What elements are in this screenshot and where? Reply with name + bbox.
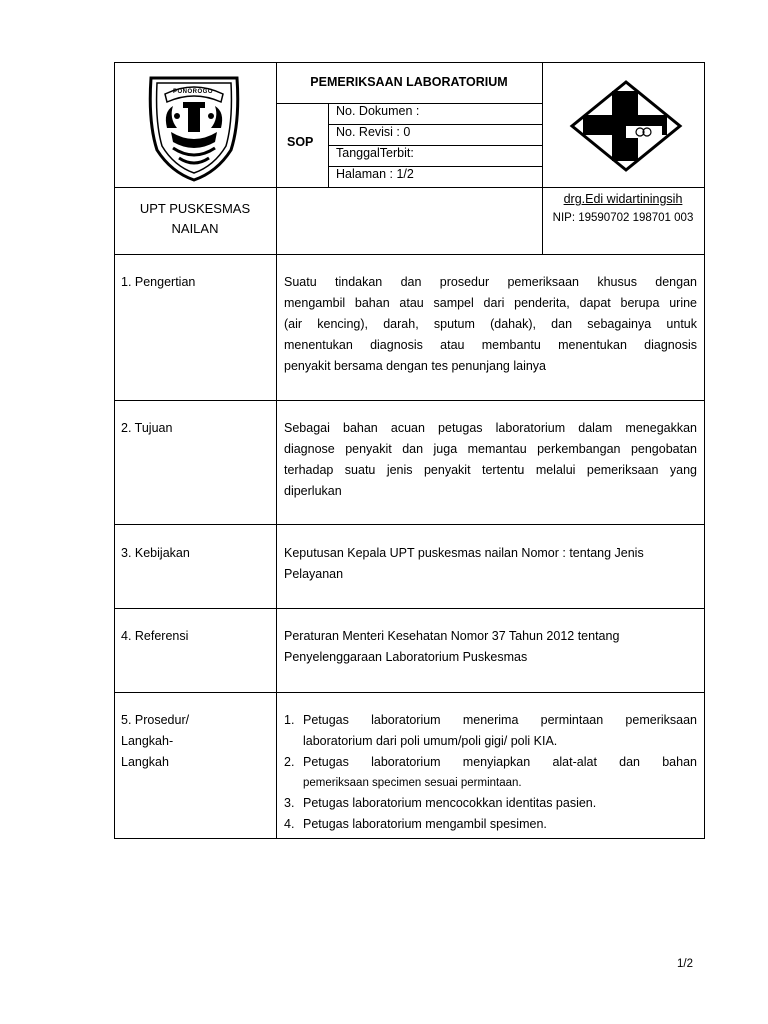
step-number: 4.	[284, 817, 295, 831]
step-number: 3.	[284, 796, 295, 810]
section-text-line: diagnose penyakit dan juga memantau perkembangan pengobatan	[284, 442, 697, 456]
section-text-line: diperlukan	[284, 484, 342, 498]
step-text-line: laboratorium dari poli umum/poli gigi/ poli KIA.	[303, 734, 558, 748]
org-name-line2: NAILAN	[171, 221, 219, 236]
field-document-number: No. Dokumen :	[336, 104, 420, 118]
org-name-line1: UPT PUSKESMAS	[139, 201, 251, 216]
section-label-pengertian: 1. Pengertian	[121, 275, 196, 289]
signer-name: drg.Edi widartiningsih	[563, 192, 683, 206]
table-right-border	[704, 62, 705, 839]
header-bottom-divider	[114, 254, 705, 255]
section-label-prosedur: 5. Prosedur/	[121, 713, 190, 727]
section-label-prosedur-line3: Langkah	[121, 755, 169, 769]
step-number: 2.	[284, 755, 295, 769]
section-text-line: Penyelenggaraan Laboratorium Puskesmas	[284, 650, 528, 664]
section-text-line: Sebagai bahan acuan petugas laboratorium dalam menegakkan	[284, 421, 697, 435]
section-divider-4	[114, 692, 705, 693]
section-text-line: mengambil bahan atau sampel dari penderita, dapat berupa urine	[284, 296, 697, 310]
sop-label: SOP	[287, 135, 314, 149]
section-label-kebijakan: 3. Kebijakan	[121, 546, 190, 560]
document-title: PEMERIKSAAN LABORATORIUM	[310, 75, 508, 89]
table-top-border	[114, 62, 705, 63]
section-text-line: Peraturan Menteri Kesehatan Nomor 37 Tahun 2012 tentang	[284, 629, 620, 643]
health-cross-icon	[569, 79, 683, 173]
step-text-line: Petugas laboratorium menerima permintaan pemeriksaan	[303, 713, 697, 727]
page-number: 1/2	[677, 958, 693, 970]
step-text-line: Petugas laboratorium menyiapkan alat-alat dan bahan	[303, 755, 697, 769]
crest-banner-text: PONOROGO	[173, 89, 214, 95]
table-left-border	[114, 62, 115, 839]
section-text-line: (air kencing), darah, sputum (dahak), dan sebagainya untuk	[284, 317, 697, 331]
section-text-line: Suatu tindakan dan prosedur pemeriksaan khusus dengan	[284, 275, 697, 289]
puskesmas-logo	[569, 79, 683, 173]
field-issue-date: TanggalTerbit:	[336, 146, 414, 160]
section-label-prosedur-line2: Langkah-	[121, 734, 174, 748]
step-text-line: Petugas laboratorium mengambil spesimen.	[303, 817, 547, 831]
section-text-line: terhadap suatu jenis penyakit tertentu melalui pemeriksaan yang	[284, 463, 697, 477]
section-text-line: Pelayanan	[284, 567, 344, 581]
section-divider-3	[114, 608, 705, 609]
section-text-line: Keputusan Kepala UPT puskesmas nailan Nomor : tentang Jenis	[284, 546, 644, 560]
section-label-referensi: 4. Referensi	[121, 629, 189, 643]
field-revision-number: No. Revisi : 0	[336, 125, 411, 139]
step-text-line: Petugas laboratorium mencocokkan identitas pasien.	[303, 796, 597, 810]
table-bottom-border	[114, 838, 705, 839]
ponorogo-crest-logo	[143, 72, 245, 184]
step-number: 1.	[284, 713, 295, 727]
signer-nip: NIP: 19590702 198701 003	[552, 212, 694, 224]
step-text-line: pemeriksaan specimen sesuai permintaan.	[303, 777, 522, 789]
section-text-line: penyakit bersama dengan tes penunjang lainya	[284, 359, 546, 373]
section-label-tujuan: 2. Tujuan	[121, 421, 173, 435]
header-row-divider	[114, 187, 705, 188]
section-divider-1	[114, 400, 705, 401]
section-divider-2	[114, 524, 705, 525]
field-page-info: Halaman : 1/2	[336, 167, 414, 181]
section-text-line: menentukan diagnosis atau membantu menentukan diagnosis	[284, 338, 697, 352]
table-column-divider	[276, 62, 277, 839]
